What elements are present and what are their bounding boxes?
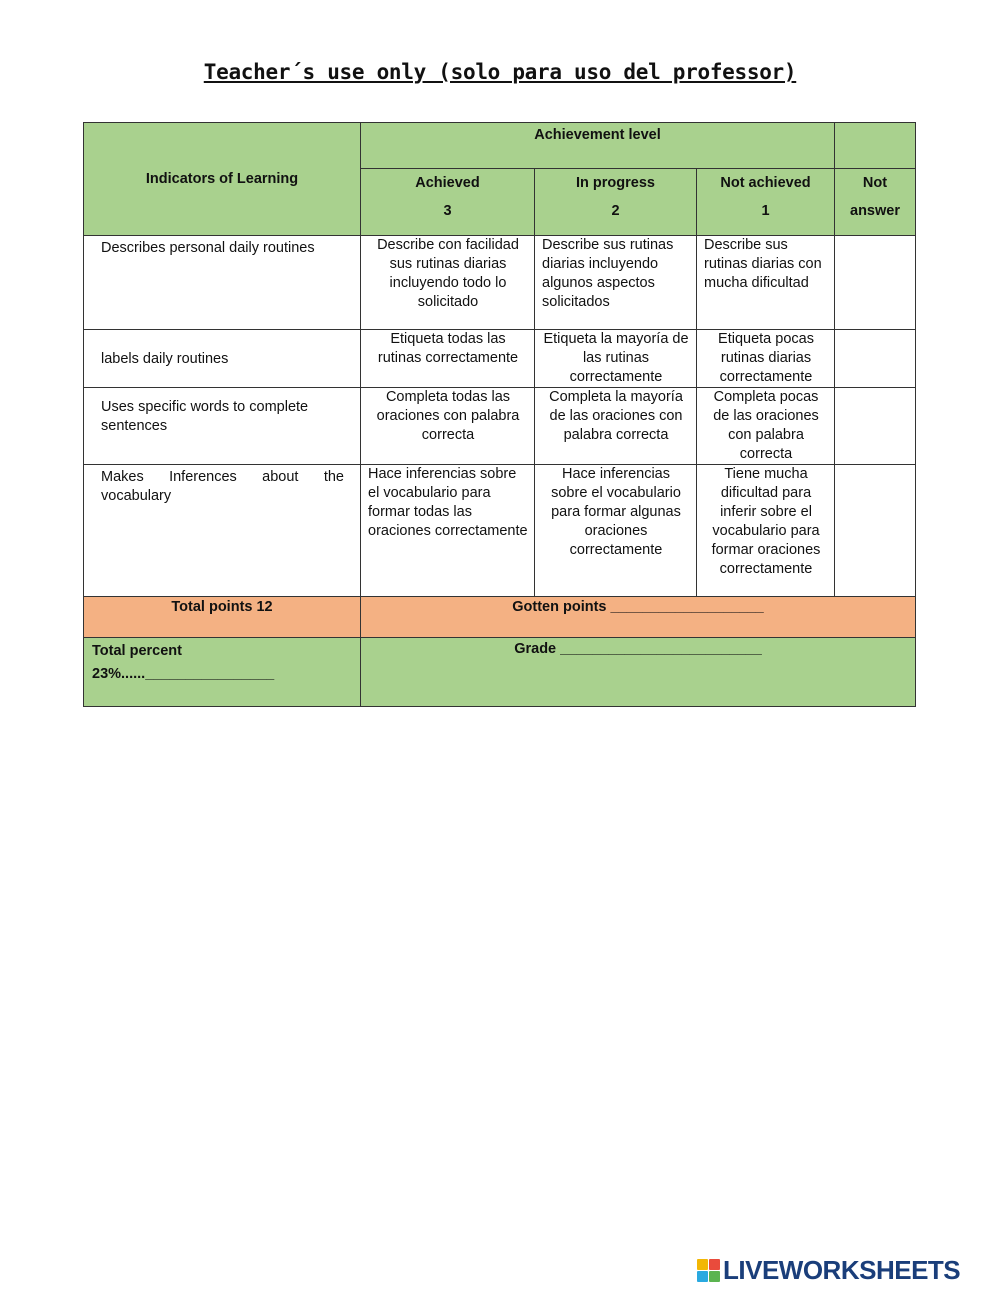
indicator-cell: Makes Inferences about the vocabulary <box>84 465 361 597</box>
level-score: 1 <box>761 203 770 219</box>
total-percent-value: 23%......________________ <box>92 666 275 682</box>
logo-square <box>709 1259 720 1270</box>
no-answer-cell <box>835 236 916 330</box>
not-achieved-cell: Completa pocas de las oraciones con palabra correcta <box>697 388 835 465</box>
level-achieved-header <box>361 169 535 236</box>
indicator-cell: Describes personal daily routines <box>84 236 361 330</box>
level-name: Not achieved <box>720 175 811 191</box>
table-row <box>84 236 916 330</box>
table-row <box>84 388 916 465</box>
in-progress-cell: Hace inferencias sobre el vocabulario para formar algunas oraciones correctamente <box>535 465 697 597</box>
liveworksheets-logo <box>697 1255 960 1285</box>
logo-square <box>697 1259 708 1270</box>
level-score: 2 <box>611 203 620 219</box>
in-progress-cell: Completa la mayoría de las oraciones con palabra correcta <box>535 388 697 465</box>
total-points-cell: Total points 12 <box>84 597 361 638</box>
no-answer-cell <box>835 330 916 388</box>
logo-square <box>697 1271 708 1282</box>
gotten-points-cell[interactable]: Gotten points ___________________ <box>361 597 916 638</box>
achieved-cell: Completa todas las oraciones con palabra correcta <box>361 388 535 465</box>
achievement-level-header: Achievement level <box>361 123 835 169</box>
not-achieved-cell: Etiqueta pocas rutinas diarias correctamente <box>697 330 835 388</box>
not-achieved-cell: Describe sus rutinas diarias con mucha dificultad <box>697 236 835 330</box>
page-title: Teacher´s use only (solo para uso del professor) <box>203 60 797 84</box>
level-score: 3 <box>443 203 452 219</box>
indicator-cell: Uses specific words to complete sentences <box>84 388 361 465</box>
logo-square <box>709 1271 720 1282</box>
level-in-progress-header <box>535 169 697 236</box>
level-name: In progress <box>576 175 655 191</box>
achieved-cell: Hace inferencias sobre el vocabulario para formar todas las oraciones correctamente <box>361 465 535 597</box>
total-percent-label: Total percent <box>92 643 182 659</box>
in-progress-cell: Etiqueta la mayoría de las rutinas correctamente <box>535 330 697 388</box>
level-score: answer <box>850 203 900 219</box>
table-row <box>84 330 916 388</box>
logo-text: LIVEWORKSHEETS <box>723 1254 961 1285</box>
level-name: Not <box>862 175 888 191</box>
in-progress-cell: Describe sus rutinas diarias incluyendo algunos aspectos solicitados <box>535 236 697 330</box>
achieved-cell: Describe con facilidad sus rutinas diarias incluyendo todo lo solicitado <box>361 236 535 330</box>
table-row <box>84 465 916 597</box>
logo-icon <box>697 1259 720 1282</box>
level-name: Achieved <box>415 175 480 191</box>
header-empty-cell <box>835 123 916 169</box>
level-not-achieved-header <box>697 169 835 236</box>
indicator-cell: labels daily routines <box>84 330 361 388</box>
rubric-table <box>83 122 916 707</box>
achieved-cell: Etiqueta todas las rutinas correctamente <box>361 330 535 388</box>
level-not-answer-header <box>835 169 916 236</box>
indicators-header: Indicators of Learning <box>84 123 361 236</box>
not-achieved-cell: Tiene mucha dificultad para inferir sobre el vocabulario para formar oraciones correctamente <box>697 465 835 597</box>
grade-cell[interactable]: Grade _________________________ <box>361 638 916 707</box>
total-percent-cell[interactable] <box>84 638 361 707</box>
no-answer-cell <box>835 465 916 597</box>
no-answer-cell <box>835 388 916 465</box>
